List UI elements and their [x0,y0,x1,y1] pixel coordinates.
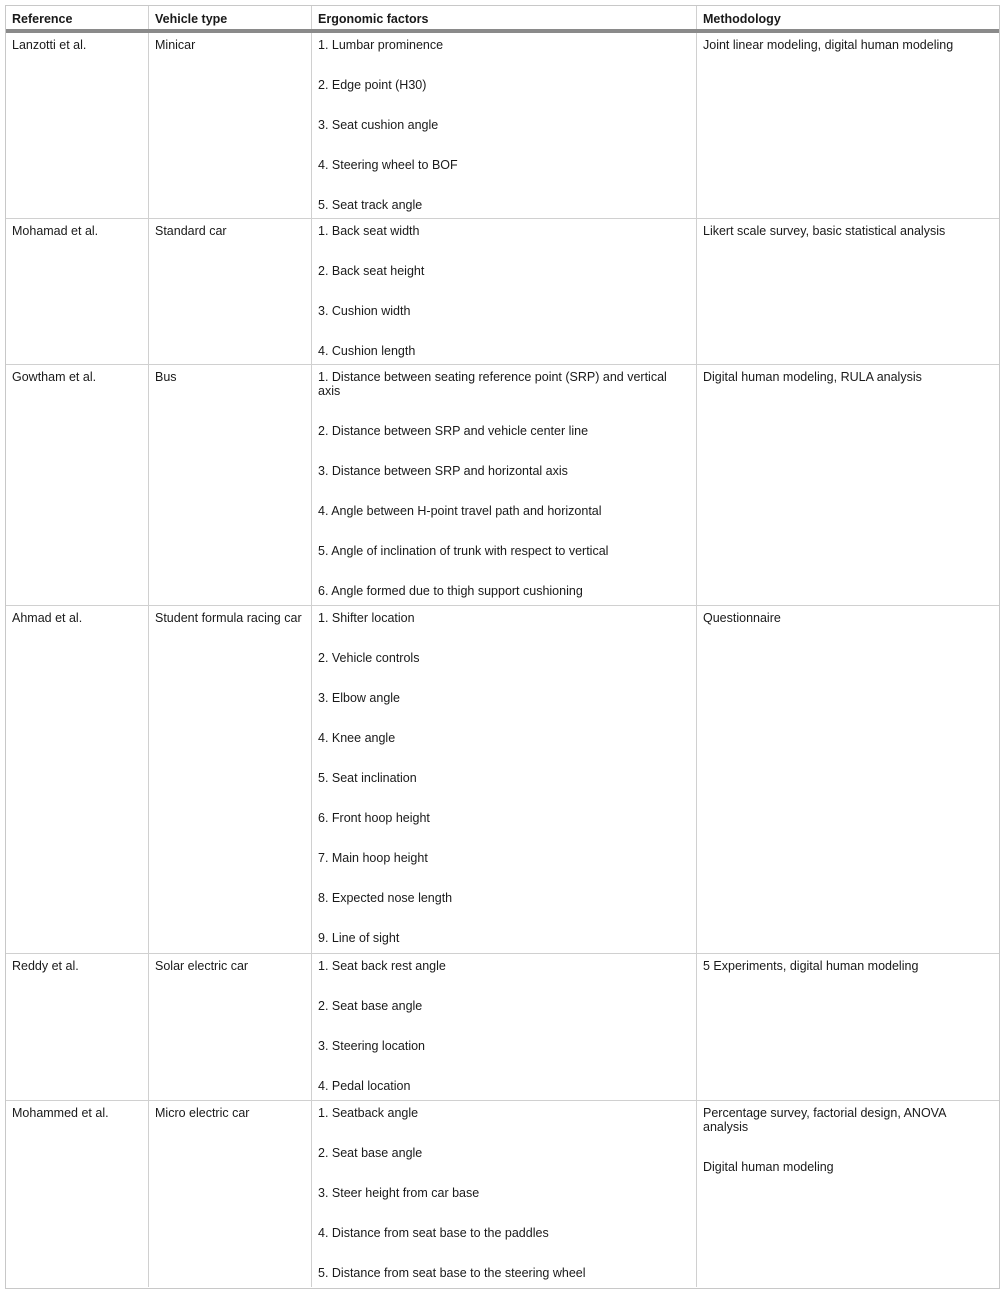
methodology-item: Digital human modeling [703,1160,834,1174]
factor-item: 5. Seat track angle [318,198,423,212]
header-ergonomic-factors: Ergonomic factors [312,6,697,29]
table-row [6,365,999,606]
factor-item: 1. Seatback angle [318,1106,419,1120]
methodology-item: Joint linear modeling, digital human modeling [703,38,954,52]
header-methodology: Methodology [703,12,781,26]
factor-item: 7. Main hoop height [318,851,428,865]
table-row [6,606,999,954]
reference-cell: Mohammed et al. [6,1101,149,1287]
ergonomic-factors-cell [312,33,697,218]
factor-item: 4. Knee angle [318,731,396,745]
header-vehicle-type: Vehicle type [149,6,312,29]
factor-item: 8. Expected nose length [318,891,453,905]
factor-item: 4. Angle between H-point travel path and horizontal [318,504,602,518]
table-row [6,954,999,1101]
methodology-item: 5 Experiments, digital human modeling [703,959,919,973]
table-row [6,219,999,365]
methodology-cell [697,33,999,218]
methodology-cell [697,1101,999,1287]
reference-cell: Gowtham et al. [6,365,149,605]
factor-item: 6. Angle formed due to thigh support cushioning [318,584,583,598]
methodology-item: Digital human modeling, RULA analysis [703,370,922,384]
vehicle-type-cell: Standard car [149,219,312,364]
factor-item: 2. Vehicle controls [318,651,420,665]
methodology-item: Questionnaire [703,611,781,625]
vehicle-type-cell: Student formula racing car [149,606,312,953]
factor-item: 5. Distance from seat base to the steering wheel [318,1266,586,1280]
vehicle-type-cell: Solar electric car [149,954,312,1100]
factor-item: 4. Pedal location [318,1079,411,1093]
reference-cell: Reddy et al. [6,954,149,1100]
factor-item: 3. Cushion width [318,304,411,318]
ergonomic-factors-cell [312,219,697,364]
factor-item: 5. Angle of inclination of trunk with respect to vertical [318,544,609,558]
factor-item: 6. Front hoop height [318,811,430,825]
factor-item: 2. Seat base angle [318,1146,423,1160]
header-reference: Reference [6,6,149,29]
ergonomics-table [5,5,1000,1289]
methodology-cell [697,606,999,953]
ergonomic-factors-cell [312,365,697,605]
methodology-cell [697,219,999,364]
factor-item: 1. Back seat width [318,224,420,238]
vehicle-type-cell: Bus [149,365,312,605]
factor-item: 4. Cushion length [318,344,416,358]
factor-item: 1. Shifter location [318,611,415,625]
factor-item: 3. Steer height from car base [318,1186,480,1200]
table-header [6,6,999,33]
factor-item: 3. Seat cushion angle [318,118,439,132]
methodology-cell [697,954,999,1100]
factor-item: 5. Seat inclination [318,771,417,785]
factor-item: 1. Seat back rest angle [318,959,446,973]
ergonomic-factors-cell [312,606,697,953]
factor-item: 2. Seat base angle [318,999,423,1013]
methodology-cell [697,365,999,605]
reference-cell: Mohamad et al. [6,219,149,364]
factor-item: 4. Distance from seat base to the paddles [318,1226,549,1240]
factor-item: 1. Distance between seating reference point (SRP) and vertical axis [318,370,667,398]
ergonomic-factors-cell [312,1101,697,1287]
factor-item: 2. Back seat height [318,264,425,278]
table-row [6,33,999,219]
reference-cell: Lanzotti et al. [6,33,149,218]
factor-item: 9. Line of sight [318,931,400,945]
table-row [6,1101,999,1287]
factor-item: 2. Distance between SRP and vehicle center line [318,424,589,438]
methodology-item: Percentage survey, factorial design, ANOVA analysis [703,1106,946,1134]
vehicle-type-cell: Minicar [149,33,312,218]
ergonomic-factors-cell [312,954,697,1100]
factor-item: 4. Steering wheel to BOF [318,158,458,172]
factor-item: 3. Distance between SRP and horizontal axis [318,464,568,478]
methodology-item: Likert scale survey, basic statistical analysis [703,224,946,238]
vehicle-type-cell: Micro electric car [149,1101,312,1287]
factor-item: 1. Lumbar prominence [318,38,444,52]
factor-item: 3. Steering location [318,1039,426,1053]
reference-cell: Ahmad et al. [6,606,149,953]
factor-item: 3. Elbow angle [318,691,401,705]
factor-item: 2. Edge point (H30) [318,78,427,92]
